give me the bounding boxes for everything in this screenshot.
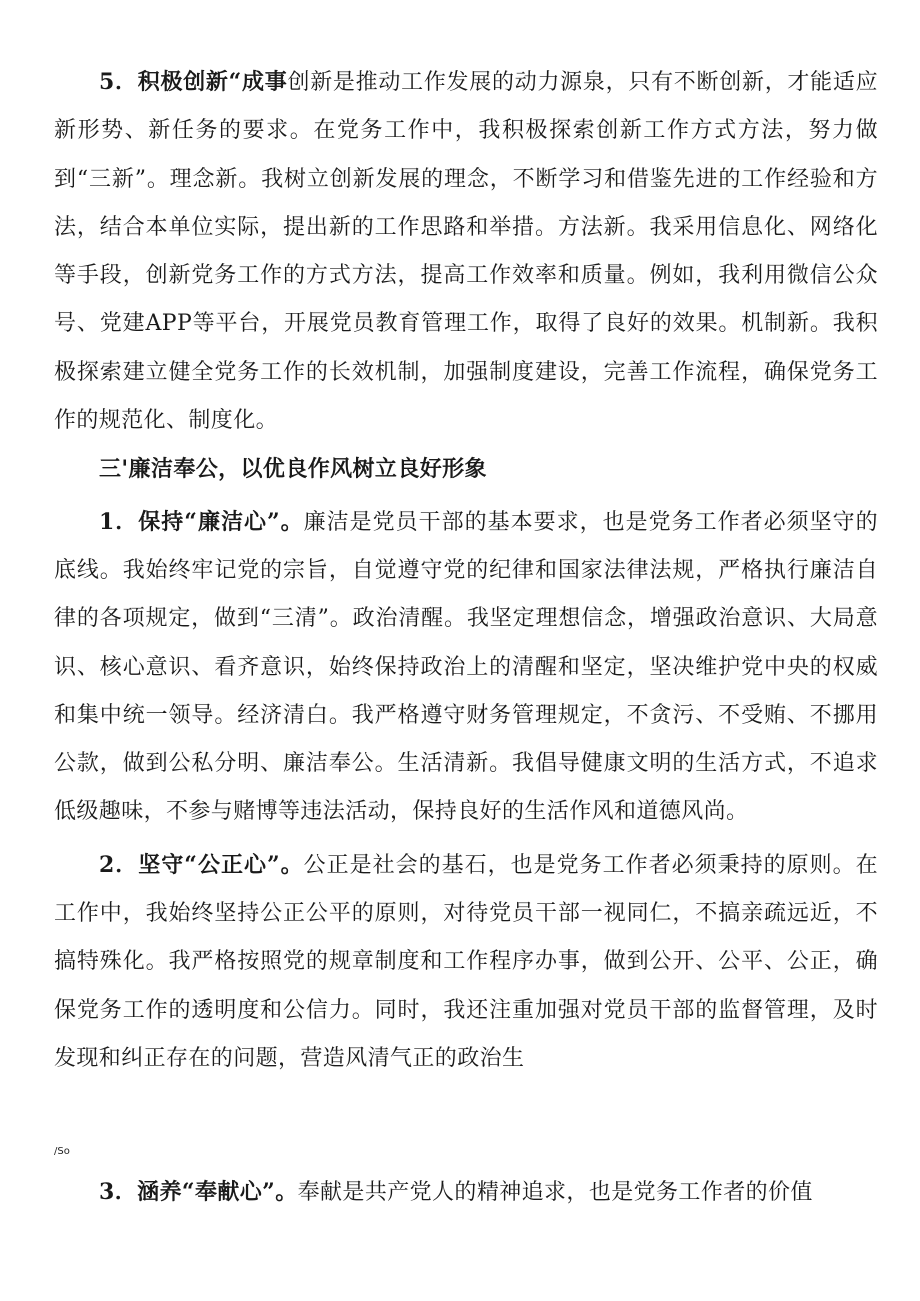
paragraph-text: 廉洁是党员干部的基本要求，也是党务工作者必须坚守的底线。我始终牢记党的宗旨，自觉遵守党的纪律和国家法律法规，严格执行廉洁自律的各项规定，做到“三清”。政治清醒。我坚定理想信念，增强政治意识、大局意识、核心意识、看齐意识，始终保持政治上的清醒和坚定，坚决维护党中央的权威和集中统一领导。经济清白。我严格遵守财务管理规定，不贪污、不受贿、不挪用公款，做到公私分明、廉洁奉公。生活清新。我倡导健康文明的生活方式，不追求低级趣味，不参与赌博等违法活动，保持良好的生活作风和道德风尚。 [54, 509, 878, 825]
paragraph-lead: 3．涵养“奉献心”。 [99, 1179, 298, 1205]
document-body-continued [54, 1168, 878, 1217]
paragraph-text: 公正是社会的基石，也是党务工作者必须秉持的原则。在工作中，我始终坚持公正公平的原则，对待党员干部一视同仁，不搞亲疏远近，不搞特殊化。我严格按照党的规章制度和工作程序办事，做到公开、公平、公正，确保党务工作的透明度和公信力。同时，我还注重加强对党员干部的监督管理，及时发现和纠正存在的问题，营造风清气正的政治生 [54, 852, 878, 1071]
paragraph-lead: 1．保持“廉洁心”。 [99, 508, 304, 535]
paragraph-text: 创新是推动工作发展的动力源泉，只有不断创新，才能适应新形势、新任务的要求。在党务工作中，我积极探索创新工作方式方法，努力做到“三新”。理念新。我树立创新发展的理念，不断学习和借鉴先进的工作经验和方法，结合本单位实际，提出新的工作思路和举措。方法新。我采用信息化、网络化等手段，创新党务工作的方式方法，提高工作效率和质量。例如，我利用微信公众号、党建APP等平台，开展党员教育管理工作，取得了良好的效果。机制新。我积极探索建立健全党务工作的长效机制，加强制度建设，完善工作流程，确保党务工作的规范化、制度化。 [54, 70, 878, 434]
paragraph-lead: 5．积极创新“成事 [99, 69, 288, 95]
paragraph-text: 奉献是共产党人的精神追求，也是党务工作者的价值 [297, 1180, 813, 1205]
document-body [54, 58, 878, 1083]
section-heading: 三'廉洁奉公，以优良作风树立良好形象 [99, 456, 487, 483]
paragraph-dedication [54, 1168, 878, 1217]
paragraph-innovation [54, 58, 878, 445]
paragraph-lead: 2．坚守“公正心”。 [99, 851, 304, 878]
paragraph-fairness [54, 841, 878, 1083]
page-marker: /So [54, 1146, 70, 1157]
paragraph-integrity [54, 498, 878, 837]
